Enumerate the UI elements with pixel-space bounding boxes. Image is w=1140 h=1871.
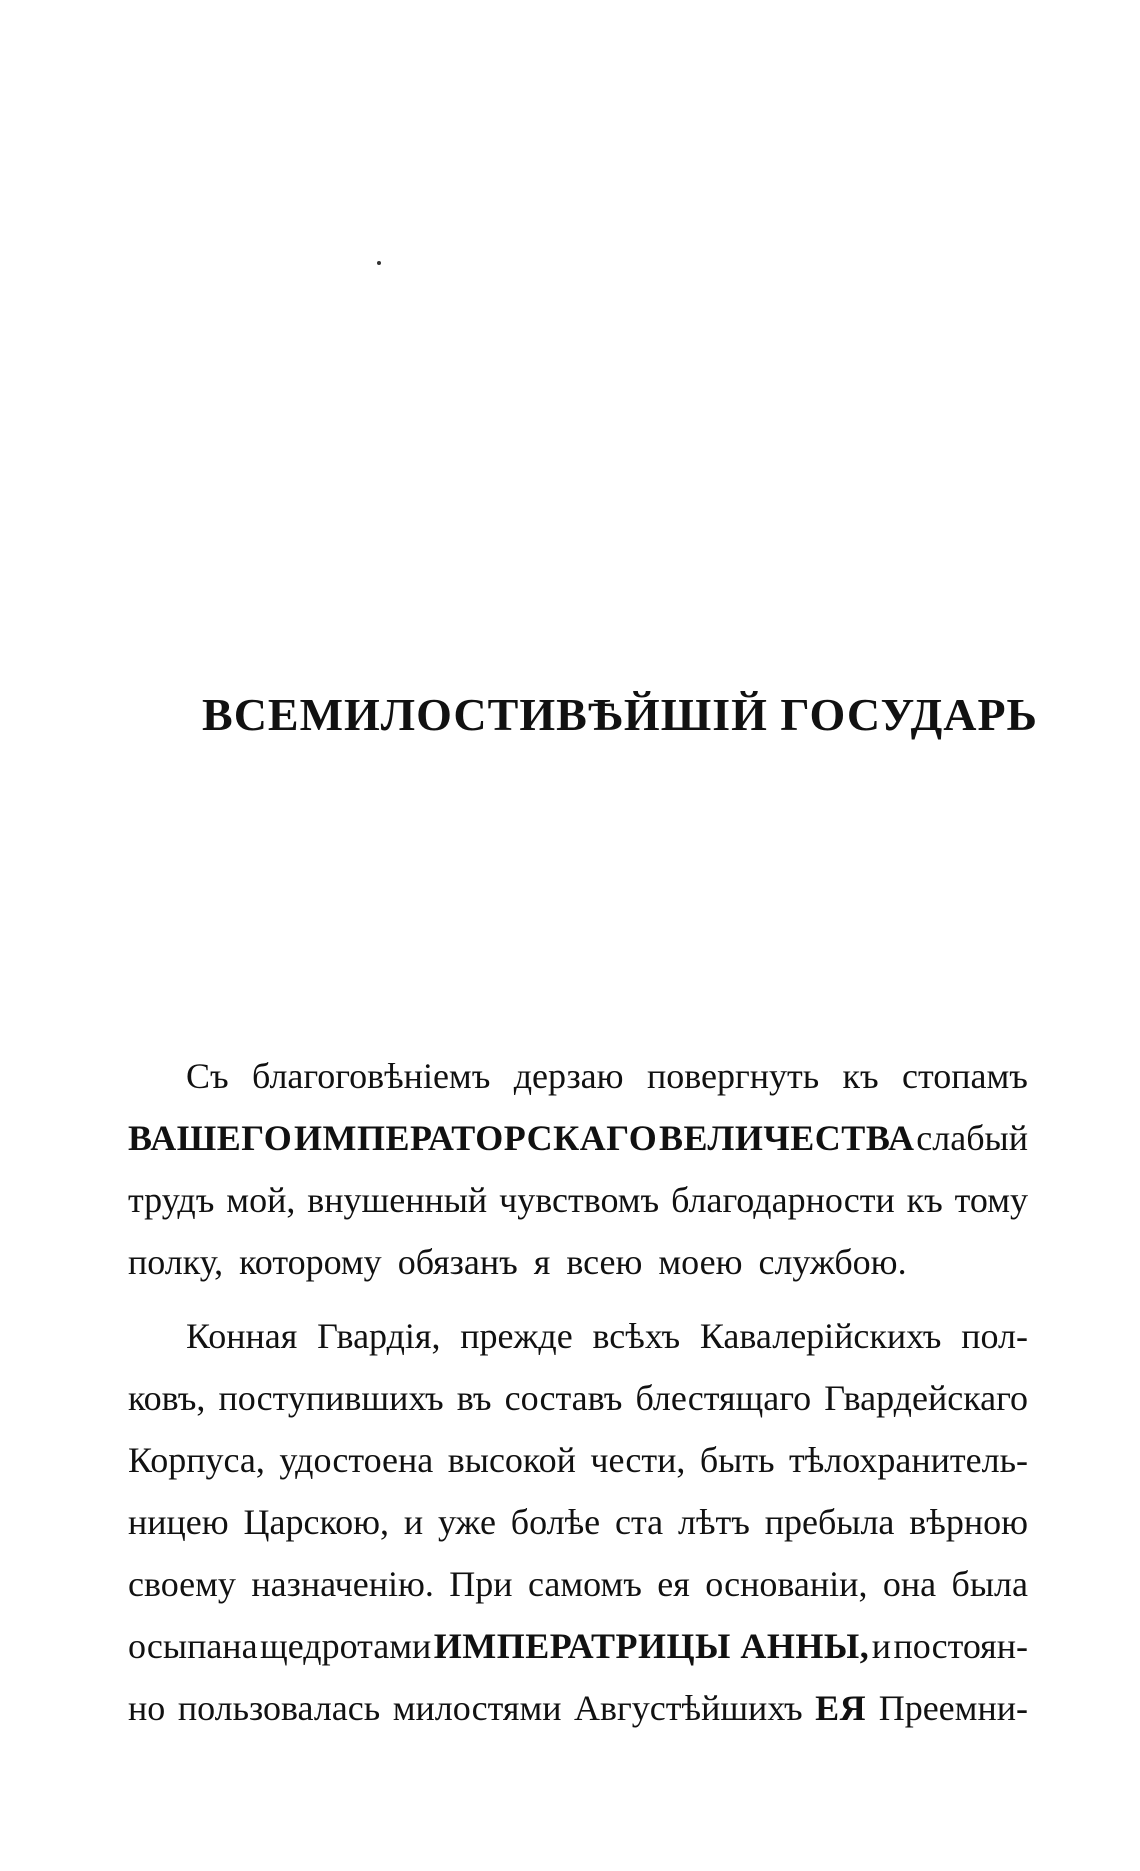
word: удостоена — [279, 1440, 434, 1480]
word: и — [403, 1502, 424, 1542]
word: постоян- — [893, 1626, 1028, 1666]
word: поступившихъ — [218, 1378, 444, 1418]
word: При — [449, 1564, 513, 1604]
word: я — [533, 1242, 551, 1282]
word: но — [128, 1688, 166, 1728]
word: чувствомъ — [499, 1180, 660, 1220]
word: чести, — [590, 1440, 686, 1480]
text-line — [128, 1429, 1028, 1491]
text-line — [128, 1107, 1028, 1169]
word: Преемни- — [878, 1688, 1028, 1728]
word: благодарности — [671, 1180, 895, 1220]
word: повергнуть — [646, 1056, 820, 1096]
print-speck — [377, 261, 381, 265]
word: стопамъ — [902, 1056, 1028, 1096]
word: вѣрною — [909, 1502, 1028, 1542]
word: Августѣйшихъ — [574, 1688, 803, 1728]
text-line — [128, 1677, 1028, 1739]
dedication-heading: ВСЕМИЛОСТИВѢЙШІЙ ГОСУДАРЬ — [202, 689, 1038, 740]
word: она — [882, 1564, 937, 1604]
word: дерзаю — [513, 1056, 624, 1096]
word: болѣе — [510, 1502, 601, 1542]
word: быть — [699, 1440, 775, 1480]
word: ницею — [128, 1502, 229, 1542]
word: ковъ, — [128, 1378, 206, 1418]
word: осыпана — [128, 1626, 258, 1666]
word: моею — [658, 1242, 743, 1282]
word: Съ — [186, 1056, 229, 1096]
body-text — [128, 1045, 1028, 1739]
word: полку, — [128, 1242, 224, 1282]
word: Царскою, — [243, 1502, 390, 1542]
word: обязанъ — [397, 1242, 518, 1282]
text-line — [128, 1491, 1028, 1553]
text-line — [128, 1615, 1028, 1677]
word: назначенію. — [251, 1564, 434, 1604]
word: ея — [657, 1564, 690, 1604]
word: ЕЯ — [815, 1688, 867, 1728]
word: слабый — [916, 1118, 1028, 1158]
paragraph-gap — [128, 1293, 1028, 1305]
word: всею — [566, 1242, 643, 1282]
word: пребыла — [764, 1502, 895, 1542]
word: высокой — [447, 1440, 576, 1480]
word: ИМПЕРАТРИЦЫ АННЫ, — [433, 1626, 870, 1666]
word: трудъ — [128, 1180, 215, 1220]
word: къ — [842, 1056, 879, 1096]
word: прежде — [460, 1316, 573, 1356]
word: блестящаго — [635, 1378, 812, 1418]
word: ВЕЛИЧЕСТВА — [659, 1118, 915, 1158]
word: ВАШЕГО — [128, 1118, 293, 1158]
word: милостями — [392, 1688, 562, 1728]
word: Гвардія, — [317, 1316, 441, 1356]
text-line — [128, 1553, 1028, 1615]
word: всѣхъ — [592, 1316, 681, 1356]
text-line — [128, 1367, 1028, 1429]
word: своему — [128, 1564, 236, 1604]
word: благоговѣніемъ — [252, 1056, 491, 1096]
word: основаніи, — [705, 1564, 868, 1604]
word: тому — [954, 1180, 1028, 1220]
word: ста — [615, 1502, 664, 1542]
word: въ — [456, 1378, 492, 1418]
word: щедротами — [260, 1626, 432, 1666]
word: пол- — [961, 1316, 1028, 1356]
word: внушенный — [307, 1180, 488, 1220]
word: лѣтъ — [678, 1502, 750, 1542]
word: которому — [239, 1242, 382, 1282]
word: составъ — [504, 1378, 623, 1418]
word: тѣлохранитель- — [789, 1440, 1028, 1480]
word: мой, — [226, 1180, 296, 1220]
text-line — [128, 1305, 1028, 1367]
text-line — [128, 1045, 1028, 1107]
text-line — [128, 1231, 1028, 1293]
word: была — [951, 1564, 1028, 1604]
text-line — [128, 1169, 1028, 1231]
word: Гвардейскаго — [824, 1378, 1028, 1418]
word: и — [871, 1626, 891, 1666]
word: Конная — [186, 1316, 298, 1356]
word: къ — [906, 1180, 943, 1220]
word: самомъ — [527, 1564, 642, 1604]
word: Корпуса, — [128, 1440, 265, 1480]
word: пользовалась — [177, 1688, 381, 1728]
word: службою. — [758, 1242, 907, 1282]
word: уже — [438, 1502, 496, 1542]
word: Кавалерійскихъ — [699, 1316, 942, 1356]
word: ИМПЕРАТОРСКАГО — [294, 1118, 658, 1158]
